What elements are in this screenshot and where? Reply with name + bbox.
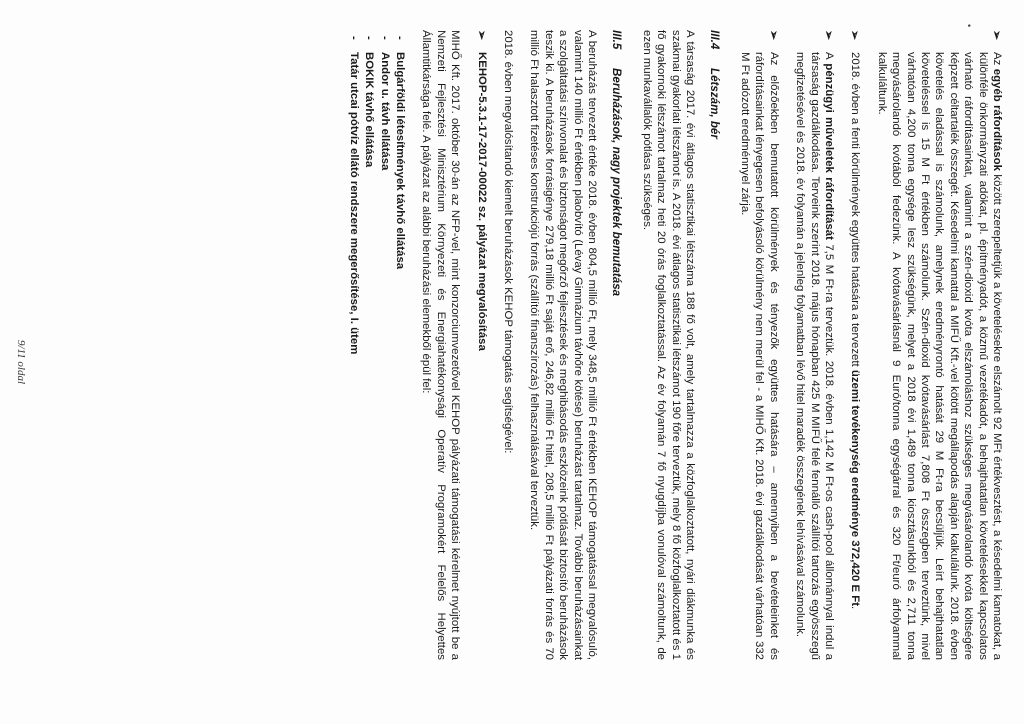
section-number: III.4 <box>708 30 722 50</box>
section-title: Beruházások, nagy projektek bemutatása <box>610 68 624 297</box>
term-financial-expenses: pénzügyi műveletek ráfordítását <box>822 63 835 240</box>
list-item: - Andor u. távh ellátása <box>378 36 391 171</box>
arrow-bullet-icon: ➢ <box>848 30 863 41</box>
arrow-bullet-icon: ➢ <box>474 30 489 41</box>
page-number-footer: 9/11 oldal <box>15 339 28 385</box>
term-operating-result: üzemi tevékenység eredménye 372,420 E Ft <box>849 369 862 607</box>
list-item: - BOKIK távhő ellátása <box>363 36 376 168</box>
term-other-expenses: egyéb ráfordítások <box>991 68 1003 171</box>
investment-elements-list <box>346 30 407 660</box>
paragraph-other-expenses: ➢ Az egyéb ráfordítások között szerepeltetjük a követelésekre elszámolt 92 MFt értékvesztést, a késedelmi kamatokat, a különféle önkormányzati adókat, pl. építményadót, a közmű vezetékadót, a behajthatatlan követelésekkel kapcsolatos várható ráfordításainkat, valamint a szén-dioxid kvóta elszámoláshoz szükséges megvásárolandó kvóta költségére képzett céltartalék összegét. Késedelmi kamattal a MIFŰ Kft.-vel kötött megállapodás alapján kalkulálunk. 2018. évben követelés eladással is számolunk, amelynek eredményrontó hatását 29 M Ft-ra becsüljük. Leírt behajthatatlan követeléssel is 15 M Ft értékben számolunk. Szén-dioxid kvótavásárlást 7,808 Ft összegben terveztünk, mivel várhatóan 4,200 tonna egysége lesz szükségünk, melyet a 2018 évi 1,489 tonna kiosztásunkból és 2,711 tonna megvásárolandó kvótából fedezünk. A kvótavásárlásnál 9 Euró/tonna egységárral és 320 Ft/euró árfolyammal kalkuláltunk. <box>875 30 1004 660</box>
section-heading-headcount <box>707 30 721 660</box>
arrow-bullet-icon: ➢ <box>821 30 836 41</box>
paragraph-kehop-application: MIHŐ Kft. 2017. október 30-án az NFP-vel, mint konzorciumvezetővel KEHOP pályázati támogatási kérelmet nyújtott be a Nemzeti Fejlesztési Minisztérium Környezeti és Energiahatékonysági Operatív Programokért Felelős Helyettes Államtitkársága felé. A pályázat az alábbi beruházási elemekből épül fel: <box>420 30 462 660</box>
paragraph-kehop-intro: 2018. évben megvalósítandó kiemelt beruházások KEHOP támogatás segítségével: <box>502 30 515 454</box>
list-item: - Tatár utcai pótvíz ellátó rendszere megerősítése, I. ütem <box>347 36 360 355</box>
list-item: - Bulgárföldi létesítmények távhő ellátása <box>394 36 406 270</box>
section-number: III.5 <box>610 30 624 50</box>
paragraph-operating-result: ➢ 2018. évben a fenti körülmények együttes hatására a tervezett üzemi tevékenység eredménye 372,420 E Ft. <box>848 30 863 610</box>
paragraph-financial-expenses: ➢ A pénzügyi műveletek ráfordítását 7,5 M Ft-ra terveztük. 2018. évben 1,142 M Ft-os cash-pool állománnyal indul a társaság gazdálkodása. Terveink szerint 2018. május hónapban 425 M MIFŰ felé fennálló szállítói tartozás egyösszegű megfizetésével és 2018. év folyamán a jelenleg folyamatban lévő hitel maradék összegének lehívásával számolunk. <box>794 30 836 660</box>
paragraph-investments: A beruházás tervezett értéke 2018. évben 804,5 millió Ft, mely 348,5 millió Ft értékben KEHOP támogatással megvalósuló, valamint 140 millió Ft értékben plaobvító (Lévay Gimnázium távhőre kötése) beruházást tartalmaz. További beruházásainkat a szolgáltatási színvonalat és biztonságot megőrző fejlesztések és meghibásodás eszközeink pótlását biztosító beruházások teszik ki. A beruházások forrásigénye 279,18 millió Ft saját erő, 246,82 millió Ft hitel, 208,5 millió Ft pályázati forrás és 70 millió Ft halasztott fizetéses konstrukciójú forrás (szállítói finanszírozás) felhasználásával terveztük. <box>528 30 599 660</box>
paragraph-net-result: ➢ Az előzőekben bemutatott körülmények és tényezők együttes hatására – amennyiben a bevételeinket és ráfordításainkat lényegesen befolyásoló körülmény nem merül fel - a MIHŐ Kft. 2018. évi gazdálkodását várhatóan 332 M Ft adózott eredménnyel zárja. <box>738 30 781 660</box>
section-heading-investments <box>609 30 623 660</box>
paragraph-headcount: A társaság 2017. évi átlagos statisztikai létszáma 188 fő volt, amely tartalmazza a közfoglalkoztatott, nyári diákmunka és szakmai gyakorlati létszámot is. A 2018. évi átlagos statisztikai létszámot 190 főre terveztük, mely 8 fő közfoglalkoztatott és 1 fő gyakornoki létszámot tartalmaz heti 20 órás foglalkoztatással. Az év folyamán 7 fő nyugdíjba vonulóval számoltunk, de ezen munkavállalók pótlása szükséges. <box>640 30 697 660</box>
arrow-bullet-icon: ➢ <box>766 30 781 41</box>
section-title: Létszám, bér <box>708 68 722 139</box>
arrow-bullet-icon: ➢ <box>990 30 1004 41</box>
scan-dot-mark: • <box>964 24 974 28</box>
kehop-project-title: KEHOP-5.3.1-17-2017-00022 sz. pályázat megvalósítása <box>475 52 488 351</box>
paragraph-kehop-project <box>474 30 488 660</box>
